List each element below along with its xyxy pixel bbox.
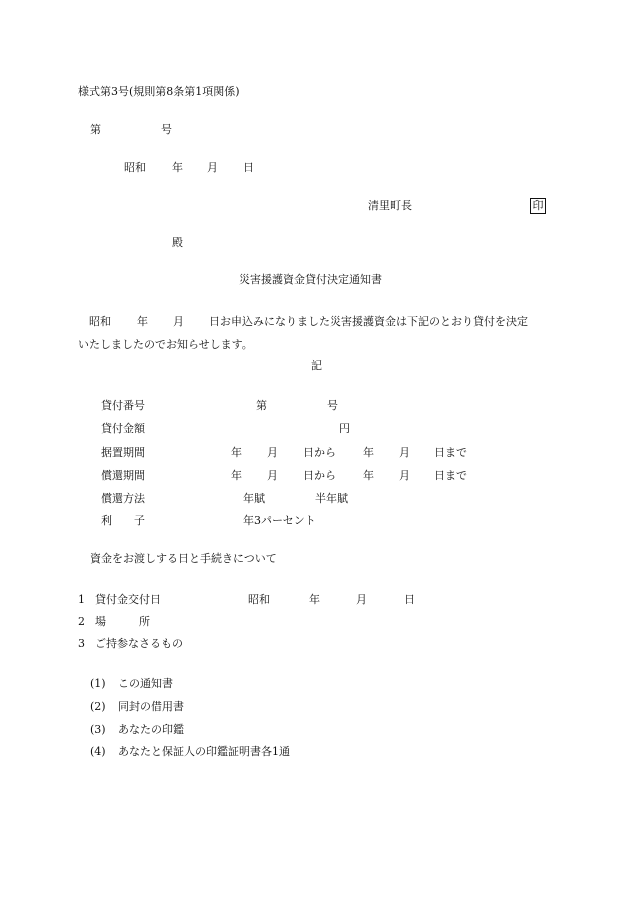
procedure-heading: 資金をお渡しする日と手続きについて [90, 552, 277, 565]
repayment-year1: 年 [231, 469, 242, 482]
issuer-name: 清里町長 [368, 199, 412, 212]
addressee-honorific: 殿 [172, 236, 183, 249]
bring-item-2-number: (2) [90, 700, 106, 713]
interest-value: 年3パーセント [243, 514, 316, 527]
loan-amount-unit: 円 [339, 422, 350, 435]
bring-item-4-text: あなたと保証人の印鑑証明書各1通 [118, 745, 290, 758]
bring-item-4-number: (4) [90, 745, 106, 758]
loan-number-label: 貸付番号 [101, 399, 145, 412]
step-1-day: 日 [404, 593, 415, 606]
repayment-until: 日まで [434, 469, 467, 482]
deferral-label: 据置期間 [101, 446, 145, 459]
repayment-method-label: 償還方法 [101, 492, 145, 505]
method-annual: 年賦 [243, 492, 265, 505]
loan-number-prefix: 第 [256, 399, 267, 412]
repayment-year2: 年 [363, 469, 374, 482]
deferral-from: 日から [303, 446, 336, 459]
step-3-number: 3 [78, 637, 85, 650]
method-semiannual: 半年賦 [315, 492, 348, 505]
repayment-month1: 月 [267, 469, 278, 482]
date-era: 昭和 [124, 161, 146, 174]
loan-amount-label: 貸付金額 [101, 422, 145, 435]
date-year: 年 [172, 161, 183, 174]
interest-label: 利 子 [101, 514, 145, 527]
ki-heading: 記 [311, 359, 322, 372]
body-era: 昭和 [89, 315, 111, 328]
repayment-label: 償還期間 [101, 469, 145, 482]
date-month: 月 [207, 161, 218, 174]
deferral-year2: 年 [363, 446, 374, 459]
deferral-until: 日まで [434, 446, 467, 459]
bring-item-1-number: (1) [90, 677, 106, 690]
step-1-label: 貸付金交付日 [95, 593, 161, 606]
bring-item-2-text: 同封の借用書 [118, 700, 184, 713]
deferral-month2: 月 [399, 446, 410, 459]
body-year: 年 [137, 315, 148, 328]
body-text-line2: いたしましたのでお知らせします。 [78, 338, 253, 351]
repayment-month2: 月 [399, 469, 410, 482]
body-text-line1: 日お申込みになりました災害援護資金は下記のとおり貸付を決定 [209, 315, 528, 328]
document-title: 災害援護資金貸付決定通知書 [239, 273, 382, 286]
deferral-month1: 月 [267, 446, 278, 459]
step-1-year: 年 [309, 593, 320, 606]
form-number: 様式第3号(規則第8条第1項関係) [78, 85, 240, 98]
step-1-month: 月 [356, 593, 367, 606]
bring-item-3-text: あなたの印鑑 [118, 723, 184, 736]
deferral-year1: 年 [231, 446, 242, 459]
bring-item-3-number: (3) [90, 723, 106, 736]
repayment-from: 日から [303, 469, 336, 482]
date-day: 日 [243, 161, 254, 174]
loan-number-suffix: 号 [327, 399, 338, 412]
step-2-number: 2 [78, 615, 85, 628]
body-month: 月 [173, 315, 184, 328]
number-prefix: 第 [90, 123, 101, 136]
step-3-label: ご持参なさるもの [95, 637, 183, 650]
step-2-label: 場 所 [95, 615, 150, 628]
bring-item-1-text: この通知書 [118, 677, 173, 690]
step-1-era: 昭和 [248, 593, 270, 606]
step-1-number: 1 [78, 593, 85, 606]
number-suffix: 号 [161, 123, 172, 136]
seal-box: 印 [530, 198, 546, 214]
